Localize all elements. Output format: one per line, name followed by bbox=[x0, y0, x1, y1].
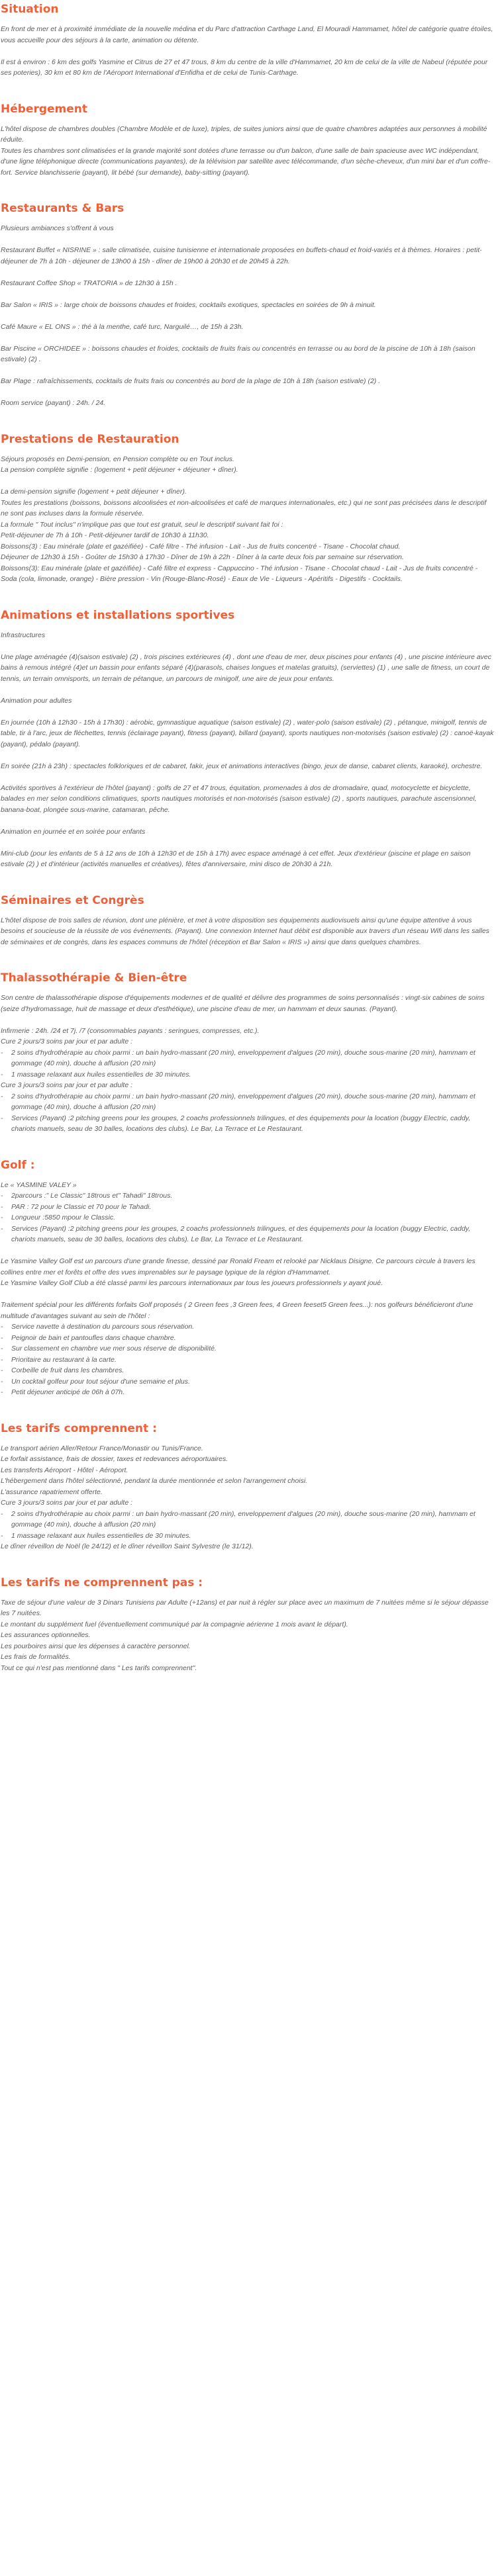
heading-restaurants: Restaurants & Bars bbox=[1, 202, 125, 215]
golf-perk-text: Peignoir de bain et pantoufles dans chaque chambre. bbox=[11, 1333, 176, 1342]
golf-line-text: Services (Payant) :2 pitching greens pour les groupes, 2 coachs professionnels trilingues, et des équipements pour la location (buggy Electric, caddy, chariots manuels, seau de 30 balles, locations des clubs). Le Bar, La Terrace et Le Restaurant. bbox=[11, 1224, 471, 1243]
golf-perk-text: Petit déjeuner anticipé de 06h à 07h. bbox=[11, 1388, 125, 1396]
golf-line bbox=[1, 1180, 495, 1191]
thalasso-line bbox=[1, 1026, 495, 1037]
golf-line-dash: - bbox=[1, 1214, 3, 1221]
section-thalasso bbox=[1, 971, 495, 1135]
section-notarifs bbox=[1, 1576, 495, 1674]
section-golf bbox=[1, 1159, 495, 1398]
prestations-line: Déjeuner de 12h30 à 15h - Goûter de 15h30 à 17h30 - Dîner de 19h à 22h - Dîner à la carte deux fois par semaine sur réservation. bbox=[1, 553, 404, 561]
heading-notarifs: Les tarifs ne comprennent pas : bbox=[1, 1576, 203, 1589]
animations-paragraph: Infrastructures bbox=[1, 631, 46, 639]
heading-tarifs: Les tarifs comprennent : bbox=[1, 1421, 157, 1435]
golf-perk bbox=[1, 1355, 495, 1366]
thalasso-line-dash: - bbox=[1, 1114, 3, 1122]
golf-line-text: Le « YASMINE VALEY » bbox=[1, 1180, 77, 1189]
thalasso-line bbox=[1, 1091, 495, 1113]
golf-line bbox=[1, 1223, 495, 1245]
heading-hebergement: Hébergement bbox=[1, 102, 88, 116]
golf-line bbox=[1, 1202, 495, 1213]
animations-paragraph: Mini-club (pour les enfants de 5 à 12 ans de 10h à 12h30 et de 15h à 17h) avec espace aménagé à cet effet. Jeux d'extérieur (piscine et plage en saison estivale (2) ) et d'intérieur (activités manuelles et créatives), fêtes d'anniversaire, mini disco de 20h30 à 21h. bbox=[1, 849, 471, 868]
tarifs-line-text: L'hébergement dans l'hôtel sélectionné, pendant la durée mentionnée et selon l'arrangement choisi. bbox=[1, 1477, 308, 1485]
golf-perk-text: Sur classement en chambre vue mer sous réserve de disponibilité. bbox=[11, 1345, 217, 1353]
golf-classification: Le Yasmine Valley Golf Club a été classé parmi les parcours internationaux par tous les joueurs professionnels y ayant joué. bbox=[1, 1279, 383, 1287]
golf-perk-dash: - bbox=[1, 1377, 3, 1386]
golf-line-text: Longueur :5850 mpour le Classic. bbox=[11, 1214, 116, 1221]
thalasso-line-dash: - bbox=[1, 1092, 3, 1100]
tarifs-lines bbox=[1, 1443, 495, 1552]
prestations-line: Boissons(3) : Eau minérale (plate et gazéifiée) - Café filtre - Thé infusion - Lait - Jus de fruits concentré - Tisane - Chocolat chaud. bbox=[1, 542, 401, 551]
prestations-line: Petit-déjeuner de 7h à 10h - Petit-déjeuner tardif de 10h30 à 11h30. bbox=[1, 531, 209, 539]
hebergement-line: Toutes les chambres sont climatisées et la grande majorité sont dotées d'une terrasse ou d'un balcon, d'une salle de bain spacieuse avec WC indépendant, d'une ligne téléphonique directe (communications payantes), de la télévision par satellite avec télécommande, d'un sèche-cheveux, d'un mini bar et d'un coffre-fort. Service blanchisserie (payant), lit bébé (sur demande), baby-sitting (payant). bbox=[1, 146, 491, 177]
animations-list bbox=[1, 630, 495, 870]
golf-lines bbox=[1, 1180, 495, 1245]
golf-perk bbox=[1, 1376, 495, 1388]
seminaires-text: L'hôtel dispose de trois salles de réunion, dont une plénière, et met à votre disposition ses équipements audiovisuels ainsi qu'une équipe attentive à vous besoins et soucieuse de la réussite de vos événements. (Payant). Une connexion Internet haut débit est disponible aux travers d'un réseau Wifi dans les salles de séminaires et de congrès, dans les espaces communs de l'hôtel (réception et Bar Salon « IRIS ») ainsi que dans quelques chambres. bbox=[1, 916, 489, 946]
section-prestations bbox=[1, 433, 495, 585]
golf-perks-list bbox=[1, 1321, 495, 1398]
tarifs-line-text: Le dîner réveillon de Noël (le 24/12) et le dîner réveillon Saint Sylvestre (le 31/12). bbox=[1, 1542, 254, 1550]
golf-perk-dash: - bbox=[1, 1333, 3, 1342]
golf-perk bbox=[1, 1343, 495, 1355]
prestations-line: Toutes les prestations (boissons, boissons alcoolisées et non-alcoolisées et café de marques internationales, etc.) qui ne sont pas précisées dans le descriptif ne sont pas incluses dans la formule réservée. bbox=[1, 498, 487, 517]
animations-paragraph: Une plage aménagée (4)(saison estivale) (2) , trois piscines extérieures (4) , dont une d'eau de mer, deux piscines pour enfants (4) , une piscine intérieure avec bains à remous intégré (4)et un bassin pour enfants séparé (4)(parasols, chaises longues et matelas gratuits), (serviettes) (1) , une salle de fitness, un court de tennis, un terrain omnisports, un terrain de pétanque, un parcours de minigolf, une aire de jeux pour enfants. bbox=[1, 652, 491, 683]
thalasso-line-text: 2 soins d'hydrothérapie au choix parmi : un bain hydro-massant (20 min), enveloppement d'algues (20 min), douche sous-marine (20 min), hammam et gommage (40 min), douche à affusion (20 min) bbox=[11, 1092, 476, 1111]
restaurant-item: Restaurant Buffet « NISRINE » : salle climatisée, cuisine tunisienne et internationale proposées en buffets-chaud et froid-variés et à thèmes. Horaires : petit-déjeuner de 7h à 10h - déjeuner de 13h00 à 15h - dîner de 19h00 à 20h30 et de 20h45 à 22h. bbox=[1, 246, 482, 265]
tarifs-line bbox=[1, 1465, 495, 1476]
golf-perk bbox=[1, 1321, 495, 1333]
tarifs-line-text: Le transport aérien Aller/Retour France/Monastir ou Tunis/France. bbox=[1, 1444, 203, 1452]
thalasso-intro: Son centre de thalassothérapie dispose d'équipements modernes et de qualité et délivre des programmes de soins personnalisés : vingt-six cabines de soins (seize d'hydromassage, huit de massage et deux d'esthétique), une piscine d'eau de mer, un hammam et deux saunas. (Payant). bbox=[1, 994, 485, 1013]
restaurants-list bbox=[1, 245, 495, 409]
tarifs-line bbox=[1, 1476, 495, 1487]
tarifs-line bbox=[1, 1497, 495, 1509]
thalasso-line-text: 2 soins d'hydrothérapie au choix parmi : un bain hydro-massant (20 min), enveloppement d'algues (20 min), douche sous-marine (20 min), hammam et gommage (40 min), douche à affusion (20 min) bbox=[11, 1048, 476, 1067]
restaurant-item: Room service (payant) : 24h. / 24. bbox=[1, 399, 106, 407]
thalasso-line-text: Services (Payant) :2 pitching greens pour les groupes, 2 coachs professionnels trilingues, et des équipements pour la location (buggy Electric, caddy, chariots manuels, seau de 30 balles, locations des clubs). Le Bar, La Terrace et Le Restaurant. bbox=[11, 1114, 471, 1133]
tarifs-line-text: 2 soins d'hydrothérapie au choix parmi : un bain hydro-massant (20 min), enveloppement d'algues (20 min), douche sous-marine (20 min), hammam et gommage (40 min), douche à affusion (20 min) bbox=[11, 1509, 476, 1529]
golf-perk-dash: - bbox=[1, 1355, 3, 1364]
thalasso-line bbox=[1, 1113, 495, 1135]
restaurant-item: Bar Salon « IRIS » : large choix de boissons chaudes et froides, cocktails exotiques, spectacles en soirées de 9h à minuit. bbox=[1, 300, 376, 309]
golf-perk-text: Prioritaire au restaurant à la carte. bbox=[11, 1355, 117, 1364]
thalasso-line-text: Cure 2 jours/3 soins par jour et par adulte : bbox=[1, 1038, 133, 1045]
animations-paragraph: Animation pour adultes bbox=[1, 696, 72, 705]
tarifs-line bbox=[1, 1531, 495, 1542]
prestations-line: La formule " Tout inclus" n'implique pas que tout est gratuit, seul le descriptif suivant fait foi : bbox=[1, 520, 283, 529]
section-tarifs bbox=[1, 1422, 495, 1552]
situation-text-1: En front de mer et à proximité immédiate de la nouvelle médina et du Parc d'attraction Carthage Land, El Mouradi Hammamet, hôtel de catégorie quatre étoiles, vous accueille pour des séjours à la carte, animation ou détente. bbox=[1, 25, 493, 44]
notarifs-line: Les frais de formalités. bbox=[1, 1653, 71, 1661]
golf-perk-dash: - bbox=[1, 1388, 3, 1396]
section-situation bbox=[1, 3, 495, 79]
thalasso-line-text: 1 massage relaxant aux huiles essentielles de 30 minutes. bbox=[11, 1070, 191, 1079]
restaurant-item: Café Maure « EL ONS » : thé à la menthe, café turc, Narguilé…, de 15h à 23h. bbox=[1, 322, 244, 331]
section-animations bbox=[1, 609, 495, 870]
tarifs-line-text: 1 massage relaxant aux huiles essentielles de 30 minutes. bbox=[11, 1531, 191, 1540]
golf-perk bbox=[1, 1365, 495, 1376]
hebergement-line: L'hôtel dispose de chambres doubles (Chambre Modèle et de luxe), triples, de suites juniors ainsi que de quatre chambres adaptées aux personnes à mobilité réduite. bbox=[1, 124, 487, 144]
golf-perk-text: Un cocktail golfeur pour tout séjour d'une semaine et plus. bbox=[11, 1377, 190, 1386]
restaurants-intro: Plusieurs ambiances s'offrent à vous bbox=[1, 224, 114, 232]
golf-perk-dash: - bbox=[1, 1366, 3, 1374]
golf-perk-text: Service navette à destination du parcours sous réservation. bbox=[11, 1323, 195, 1331]
golf-perk bbox=[1, 1387, 495, 1398]
golf-line bbox=[1, 1190, 495, 1202]
tarifs-line bbox=[1, 1487, 495, 1498]
golf-line bbox=[1, 1212, 495, 1223]
restaurant-item: Restaurant Coffee Shop « TRATORIA » de 12h30 à 15h . bbox=[1, 279, 177, 287]
notarifs-line: Taxe de séjour d'une valeur de 3 Dinars Tunisiens par Adulte (+12ans) et par nuit à régler sur place avec un maximum de 7 nuitées même si le séjour dépasse les 7 nuitées. bbox=[1, 1598, 489, 1617]
golf-line-text: 2parcours :" Le Classic" 18trous et" Tahadi" 18trous. bbox=[11, 1192, 173, 1200]
tarifs-line-dash: - bbox=[1, 1531, 3, 1540]
animations-paragraph: En journée (10h à 12h30 - 15h à 17h30) : aérobic, gymnastique aquatique (saison estivale) (2) , water-polo (saison estivale) (2) , pétanque, minigolf, tennis de table, tir à l'arc, jeux de fléchettes, tennis (éclairage payant), fitness (payant), billard (payant), sports nautiques non-motorisés (saison estivale) (2) : canoë-kayak (payant), pédalo (payant). bbox=[1, 718, 494, 748]
notarifs-line: Les assurances optionnelles. bbox=[1, 1631, 91, 1639]
golf-perk bbox=[1, 1333, 495, 1344]
heading-situation: Situation bbox=[1, 3, 59, 16]
tarifs-line-text: Les transferts Aéroport - Hôtel - Aéroport. bbox=[1, 1466, 128, 1474]
prestations-intro-line: Séjours proposés en Demi-pension, en Pension complète ou en Tout inclus. bbox=[1, 455, 234, 463]
prestations-body bbox=[1, 486, 495, 585]
notarifs-line: Tout ce qui n'est pas mentionné dans " Les tarifs comprennent". bbox=[1, 1664, 197, 1672]
prestations-line: La demi-pension signifie (logement + petit déjeuner + dîner). bbox=[1, 488, 187, 496]
prestations-intro-line: La pension complète signifie : (logement + petit déjeuner + déjeuner + dîner). bbox=[1, 466, 238, 474]
golf-line-dash: - bbox=[1, 1224, 3, 1233]
tarifs-line bbox=[1, 1454, 495, 1465]
animations-paragraph: En soirée (21h à 23h) : spectacles folkloriques et de cabaret, fakir, jeux et animations interactives (bingo, jeux de danse, cabaret clients, karaoké), orchestre. bbox=[1, 762, 483, 770]
notarifs-lines bbox=[1, 1597, 495, 1674]
animations-paragraph: Activités sportives à l'extérieur de l'hôtel (payant) : golfs de 27 et 47 trous, équitation, promenades à dos de dromadaire, quad, motocyclette et bicyclette, balades en mer selon conditions climatiques, sports nautiques motorisés et non-motorisés (saison estivale) (2) , sports nautiques, parachute ascensionnel, banana-boat, plongée sous-marine, catamaran, pêche. bbox=[1, 783, 477, 814]
golf-forfaits-intro: Traitement spécial pour les différents forfaits Golf proposés ( 2 Green fees ,3 Green fees, 4 Green feeset5 Green fees...): nos golfeurs bénéficieront d'une multitude d'avantages suivant au sein de l'hôtel : bbox=[1, 1301, 474, 1320]
tarifs-line-text: Cure 3 jours/3 soins par jour et par adulte : bbox=[1, 1499, 133, 1507]
section-restaurants bbox=[1, 202, 495, 409]
thalasso-line-text: Infirmerie : 24h. /24 et 7j. /7 (consommables payants : seringues, compresses, etc.). bbox=[1, 1026, 260, 1035]
thalasso-line bbox=[1, 1069, 495, 1081]
heading-golf: Golf : bbox=[1, 1158, 35, 1172]
section-hebergement bbox=[1, 103, 495, 179]
thalasso-line bbox=[1, 1080, 495, 1091]
tarifs-line-text: L'assurance rapatriement offerte. bbox=[1, 1488, 103, 1496]
restaurant-item: Bar Piscine « ORCHIDEE » : boissons chaudes et froides, cocktails de fruits frais ou concentrés en terrasse ou au bord de la piscine de 10h à 18h (saison estivale) (2) . bbox=[1, 344, 476, 363]
heading-animations: Animations et installations sportives bbox=[1, 608, 235, 622]
section-seminaires bbox=[1, 894, 495, 948]
animations-paragraph: Animation en journée et en soirée pour enfants bbox=[1, 827, 146, 836]
notarifs-line: Le montant du supplément fuel (éventuellement communiqué par la compagnie aérienne 1 mois avant le départ). bbox=[1, 1620, 348, 1628]
restaurant-item: Bar Plage : rafraîchissements, cocktails de fruits frais ou concentrés au bord de la plage de 10h à 18h (saison estivale) (2) . bbox=[1, 377, 381, 385]
thalasso-line-dash: - bbox=[1, 1048, 3, 1057]
tarifs-line-text: Le forfait assistance, frais de dossier, taxes et redevances aéroportuaires. bbox=[1, 1455, 228, 1463]
heading-seminaires: Séminaires et Congrès bbox=[1, 893, 144, 907]
golf-perk-dash: - bbox=[1, 1323, 3, 1331]
golf-line-text: PAR : 72 pour le Classic et 70 pour le Tahadi. bbox=[11, 1202, 152, 1211]
golf-line-dash: - bbox=[1, 1202, 3, 1211]
tarifs-line bbox=[1, 1509, 495, 1531]
heading-prestations: Prestations de Restauration bbox=[1, 432, 179, 446]
tarifs-line bbox=[1, 1443, 495, 1454]
golf-perk-dash: - bbox=[1, 1345, 3, 1353]
heading-thalasso: Thalassothérapie & Bien-être bbox=[1, 971, 187, 985]
situation-text-2: Il est à environ : 6 km des golfs Yasmine et Citrus de 27 et 47 trous, 8 km du centre de la ville d'Hammamet, 20 km de celui de la ville de Nabeul (réputée pour ses poteries), 30 km et 80 km de l'Aéroport International d'Enfidha et de celui de Tunis-Carthage. bbox=[1, 58, 488, 77]
thalasso-lines bbox=[1, 1026, 495, 1135]
golf-description: Le Yasmine Valley Golf est un parcours d'une grande finesse, dessiné par Ronald Fream et relooké par Nicklaus Disigne. Ce parcours circule à travers les collines entre mer et forêts et offre des vues imprenables sur le paysage typique de la région d'Hammamet. bbox=[1, 1257, 476, 1276]
thalasso-line bbox=[1, 1047, 495, 1069]
tarifs-line-dash: - bbox=[1, 1509, 3, 1518]
golf-line-dash: - bbox=[1, 1192, 3, 1200]
prestations-line: Boissons(3): Eau minérale (plate et gazéifiée) - Café filtre et express - Cappuccino - Thé infusion - Tisane - Chocolat chaud - Lait - Jus de fruits concentré - Soda (cola, limonade, orange) - Bière pression - Vin (Rouge-Blanc-Rosé) - Eaux de Vie - Liqueurs - Apéritifs - Digestifs - Cocktails. bbox=[1, 564, 478, 583]
thalasso-line-text: Cure 3 jours/3 soins par jour et par adulte : bbox=[1, 1081, 133, 1089]
thalasso-line-dash: - bbox=[1, 1070, 3, 1079]
notarifs-line: Les pourboires ainsi que les dépenses à caractère personnel. bbox=[1, 1642, 191, 1650]
thalasso-line bbox=[1, 1036, 495, 1047]
golf-perk-text: Corbeille de fruit dans les chambres. bbox=[11, 1366, 125, 1374]
tarifs-line bbox=[1, 1541, 495, 1552]
